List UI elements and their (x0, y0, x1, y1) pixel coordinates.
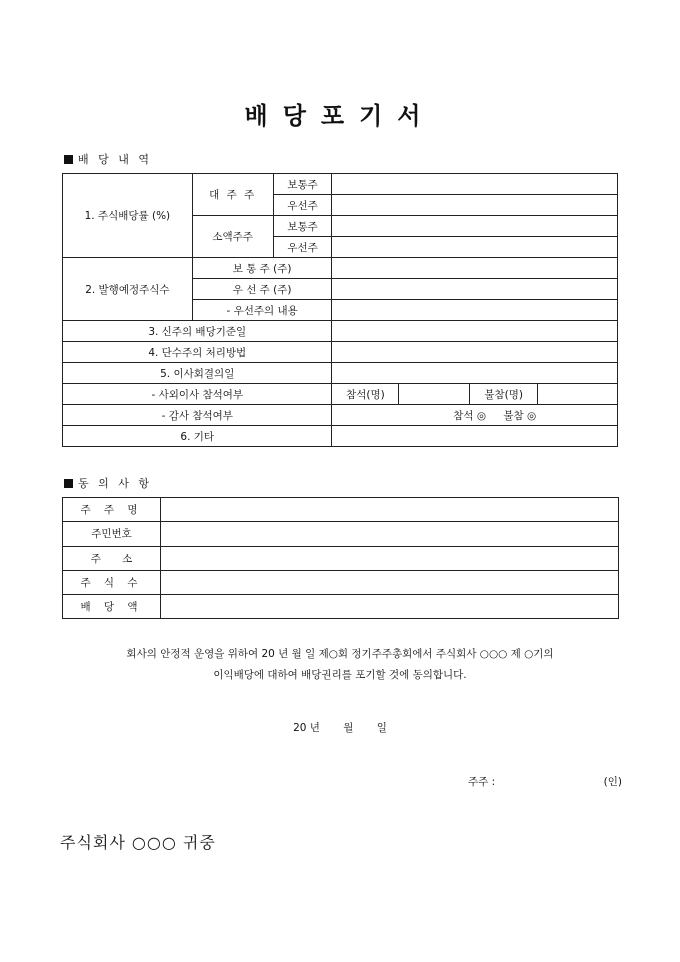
common-shares-value[interactable] (332, 258, 618, 279)
record-date-value[interactable] (332, 321, 618, 342)
address-label: 주 소 (63, 546, 161, 570)
signature-label: 주주 : (468, 776, 496, 788)
absent-checkbox-icon[interactable]: ◎ (527, 409, 537, 422)
square-bullet-icon (64, 155, 73, 164)
major-preferred-value[interactable] (332, 195, 618, 216)
consent-statement (58, 644, 622, 686)
absent-option: 불참 (503, 409, 524, 422)
signing-date (0, 720, 680, 735)
minor-preferred-value[interactable] (332, 237, 618, 258)
board-resolution-value[interactable] (332, 363, 618, 384)
section-consent (64, 475, 152, 491)
attend-option: 참석 (453, 409, 474, 422)
date-year: 20 년 (293, 722, 320, 734)
section-dividend-details (64, 151, 152, 167)
auditor-attendance (332, 405, 618, 426)
preferred-label: 우선주 (273, 195, 332, 216)
consent-line-2: 이익배당에 대하여 배당권리를 포기할 것에 동의합니다. (213, 669, 467, 681)
fraction-handling-value[interactable] (332, 342, 618, 363)
attend-checkbox-icon[interactable]: ◎ (476, 409, 487, 422)
preferred-label: 우선주 (273, 237, 332, 258)
date-day: 일 (376, 722, 387, 734)
shareholder-name-label: 주 주 명 (63, 498, 161, 522)
auditor-label: - 감사 참석여부 (63, 405, 332, 426)
dividend-amount-value[interactable] (161, 595, 619, 619)
common-label: 보통주 (273, 216, 332, 237)
dividend-rate-label: 1. 주식배당률 (%) (63, 174, 193, 258)
section-heading: 배 당 내 역 (78, 153, 152, 166)
preferred-shares-label: 우 선 주 (주) (192, 279, 332, 300)
address-value[interactable] (161, 546, 619, 570)
preferred-content-label: - 우선주의 내용 (192, 300, 332, 321)
resident-no-label: 주민번호 (63, 522, 161, 546)
outside-director-label: - 사외이사 참석여부 (63, 384, 332, 405)
other-label: 6. 기타 (63, 426, 332, 447)
shares-label: 주 식 수 (63, 570, 161, 594)
date-month: 월 (343, 722, 354, 734)
consent-table (62, 497, 619, 619)
common-label: 보통주 (273, 174, 332, 195)
addressee: 주식회사 ○○○ 귀중 (60, 833, 216, 852)
major-holder-label: 대 주 주 (192, 174, 273, 216)
section-heading: 동 의 사 항 (78, 477, 152, 490)
planned-shares-label: 2. 발행예정주식수 (63, 258, 193, 321)
other-value[interactable] (332, 426, 618, 447)
dividend-details-table (62, 173, 618, 447)
shares-value[interactable] (161, 570, 619, 594)
absent-count-label: 불참(명) (470, 384, 538, 405)
shareholder-name-value[interactable] (161, 498, 619, 522)
board-resolution-label: 5. 이사회결의일 (63, 363, 332, 384)
attend-count-value[interactable] (399, 384, 470, 405)
preferred-shares-value[interactable] (332, 279, 618, 300)
major-common-value[interactable] (332, 174, 618, 195)
absent-count-value[interactable] (538, 384, 618, 405)
shareholder-signature (468, 774, 622, 789)
attend-count-label: 참석(명) (332, 384, 399, 405)
resident-no-value[interactable] (161, 522, 619, 546)
minor-common-value[interactable] (332, 216, 618, 237)
preferred-content-value[interactable] (332, 300, 618, 321)
square-bullet-icon (64, 479, 73, 488)
dividend-amount-label: 배 당 액 (63, 595, 161, 619)
document-title: 배당포기서 (244, 102, 436, 130)
consent-line-1: 회사의 안정적 운영을 위하여 20 년 월 일 제○회 정기주주총회에서 주식회사 ○○○ 제 ○기의 (126, 648, 554, 660)
minor-holder-label: 소액주주 (192, 216, 273, 258)
common-shares-label: 보 통 주 (주) (192, 258, 332, 279)
record-date-label: 3. 신주의 배당기준일 (63, 321, 332, 342)
seal-mark: (인) (603, 776, 622, 788)
fraction-handling-label: 4. 단수주의 처리방법 (63, 342, 332, 363)
